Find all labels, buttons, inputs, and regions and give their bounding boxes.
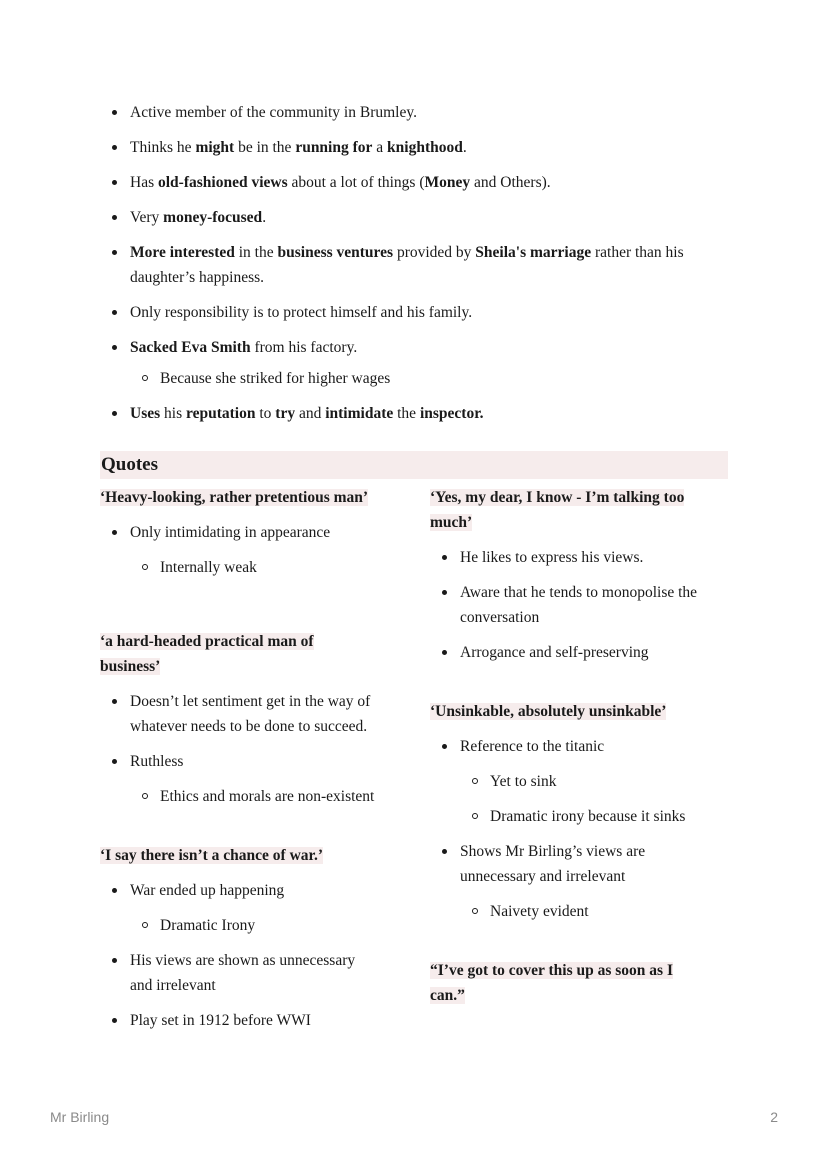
bold-text: running for — [295, 139, 373, 156]
list-item — [100, 135, 740, 160]
item-text: a — [372, 139, 388, 156]
quote-block — [430, 958, 730, 1008]
bold-text: reputation — [185, 405, 256, 422]
character-traits-list — [100, 100, 740, 436]
bold-text: intimidate — [325, 405, 394, 422]
quote-block — [100, 485, 400, 580]
item-text: the — [393, 405, 420, 422]
bold-text: Uses — [130, 405, 161, 422]
list-item — [100, 170, 740, 195]
bold-text: knighthood — [387, 139, 463, 156]
quote-title — [100, 485, 400, 510]
item-text: Very — [130, 209, 164, 226]
list-item: Play set in 1912 before WWI — [100, 1008, 400, 1033]
quote-title — [100, 843, 400, 868]
quote-title-text: “I’ve got to cover this up as soon as I can.” — [430, 962, 673, 1004]
bold-text: business ventures — [277, 244, 394, 261]
quote-points — [100, 878, 400, 1033]
item-text: provided by — [393, 244, 476, 261]
item-text: and Others). — [470, 174, 551, 191]
item-text: Has — [130, 174, 158, 191]
spacer — [430, 675, 730, 699]
quote-title — [430, 699, 730, 724]
quote-title — [430, 485, 720, 535]
quote-title — [100, 629, 340, 679]
quote-points — [430, 734, 730, 924]
bold-text: try — [275, 405, 296, 422]
quotes-heading: Quotes — [100, 451, 728, 479]
list-item — [100, 205, 740, 230]
list-item: His views are shown as unnecessary and irrelevant — [100, 948, 380, 998]
sub-list-item — [100, 366, 740, 391]
list-item — [100, 300, 740, 325]
spacer — [100, 819, 400, 843]
item-text: Because she striked for higher wages — [160, 370, 391, 387]
item-text: . — [462, 139, 467, 156]
quote-title-text: ‘Yes, my dear, I know - I’m talking too much’ — [430, 489, 685, 531]
sub-list-item: Ethics and morals are non-existent — [100, 784, 400, 809]
item-text: and — [295, 405, 326, 422]
item-text: rather than his daughter’s happiness. — [130, 244, 684, 286]
list-item — [100, 100, 740, 125]
spacer — [100, 590, 400, 629]
quotes-left-column — [100, 485, 400, 1043]
quote-title-text: ‘Heavy-looking, rather pretentious man’ — [100, 489, 369, 506]
list-item — [100, 240, 740, 290]
list-item — [100, 335, 740, 360]
bold-text: Money — [424, 174, 471, 191]
item-text: . — [262, 209, 267, 226]
list-item: Doesn’t let sentiment get in the way of whatever needs to be done to succeed. — [100, 689, 400, 739]
bold-text: might — [195, 139, 235, 156]
item-text: about a lot of things ( — [287, 174, 425, 191]
item-text: Only responsibility is to protect himself and his family. — [130, 304, 473, 321]
spacer — [430, 934, 730, 958]
sub-list-item: Dramatic irony because it sinks — [430, 804, 730, 829]
item-text: his — [160, 405, 186, 422]
item-text: Thinks he — [130, 139, 196, 156]
item-text: Active member of the community in Brumley. — [130, 104, 417, 121]
list-item: He likes to express his views. — [430, 545, 730, 570]
quote-block — [100, 629, 400, 809]
bold-text: Sheila's marriage — [475, 244, 592, 261]
footer-document-title: Mr Birling — [50, 1109, 110, 1125]
quotes-right-column — [430, 485, 730, 1008]
quote-points — [100, 520, 400, 580]
footer-page-number: 2 — [770, 1109, 778, 1125]
quote-title-text: ‘a hard-headed practical man of business’ — [100, 633, 314, 675]
bold-text: inspector. — [419, 405, 484, 422]
item-text: from his factory. — [250, 339, 358, 356]
list-item — [100, 401, 740, 426]
list-item: War ended up happening — [100, 878, 400, 903]
list-item: Ruthless — [100, 749, 400, 774]
item-text: to — [255, 405, 276, 422]
list-item: Reference to the titanic — [430, 734, 730, 759]
sub-list-item: Internally weak — [100, 555, 400, 580]
bold-text: old-fashioned views — [157, 174, 288, 191]
list-item: Only intimidating in appearance — [100, 520, 400, 545]
quote-block — [430, 485, 730, 665]
quote-title-text: ‘Unsinkable, absolutely unsinkable’ — [430, 703, 667, 720]
bold-text: money-focused — [163, 209, 263, 226]
quote-points — [100, 689, 400, 809]
list-item: Arrogance and self-preserving — [430, 640, 730, 665]
quote-block — [430, 699, 730, 924]
bold-text: Sacked Eva Smith — [130, 339, 251, 356]
sub-list-item: Dramatic Irony — [100, 913, 400, 938]
quote-title-text: ‘I say there isn’t a chance of war.’ — [100, 847, 324, 864]
list-item: Aware that he tends to monopolise the conversation — [430, 580, 730, 630]
item-text: be in the — [234, 139, 296, 156]
sub-list-item: Naivety evident — [430, 899, 730, 924]
bold-text: More interested — [130, 244, 235, 261]
quote-title — [430, 958, 705, 1008]
list-item: Shows Mr Birling’s views are unnecessary and irrelevant — [430, 839, 700, 889]
item-text: in the — [234, 244, 278, 261]
quote-points — [430, 545, 730, 665]
quote-block — [100, 843, 400, 1033]
sub-list-item: Yet to sink — [430, 769, 730, 794]
